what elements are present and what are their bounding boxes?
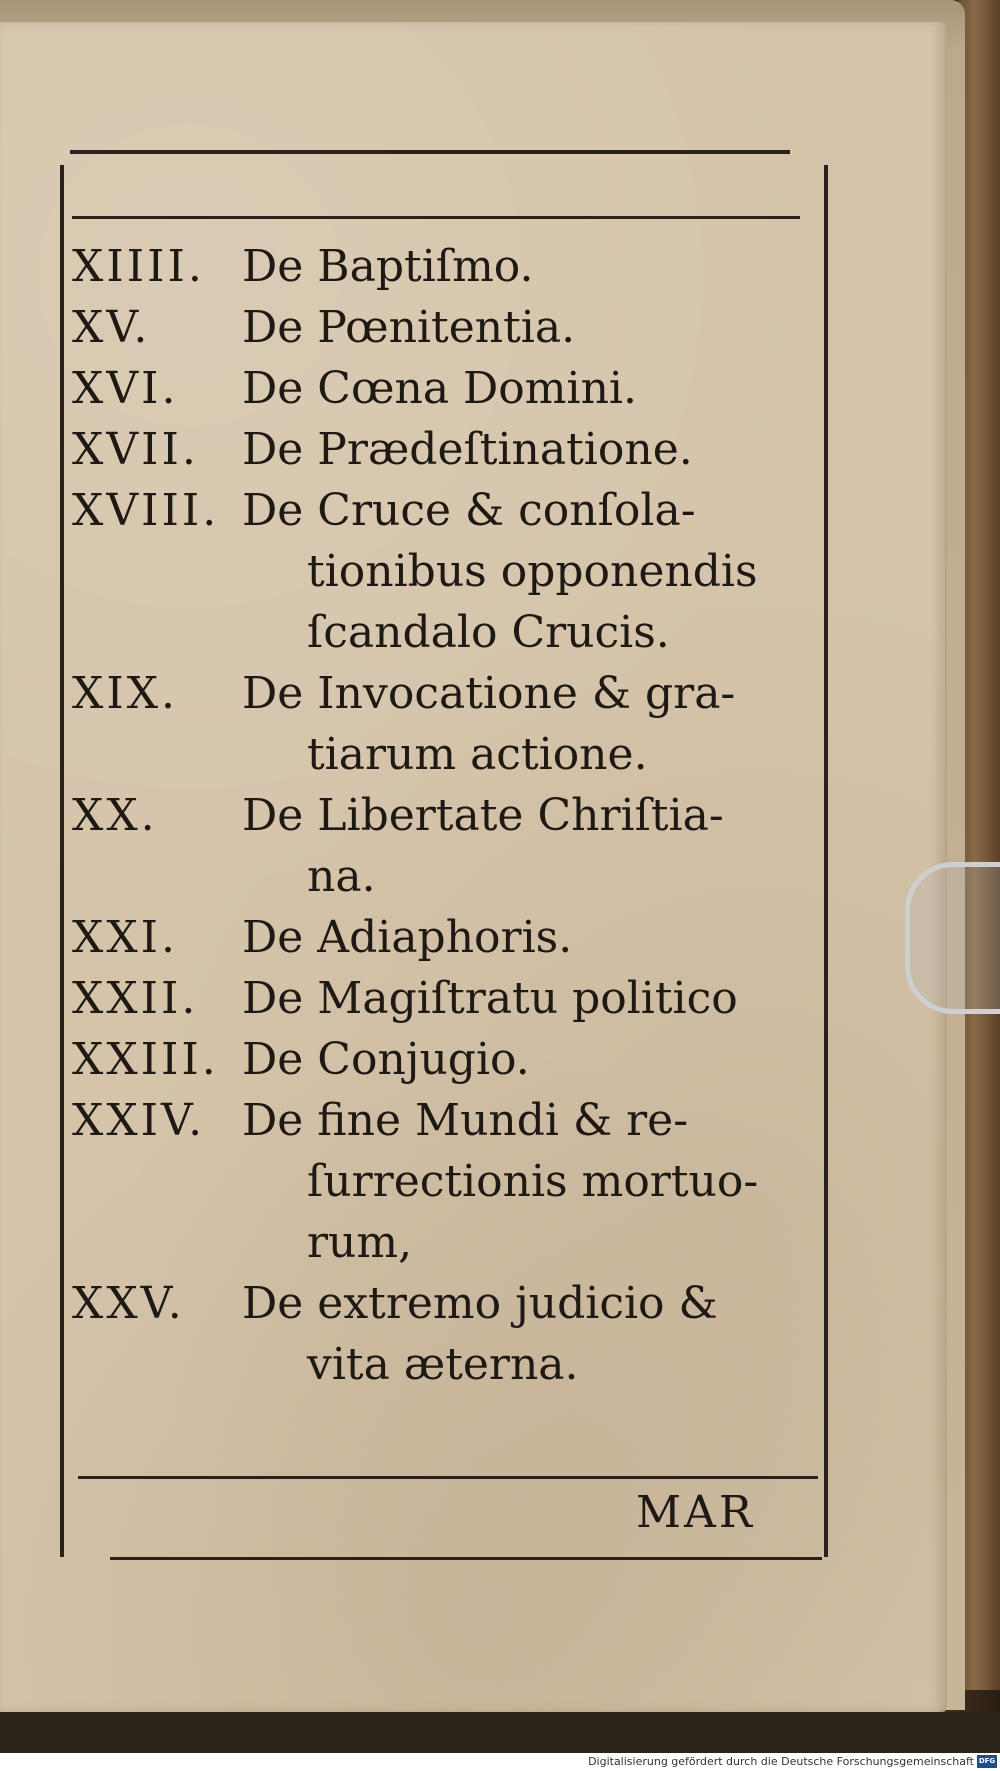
chapter-numeral: XXIII. bbox=[72, 1034, 219, 1085]
chapter-numeral: XXII. bbox=[72, 973, 199, 1024]
chapter-entry bbox=[72, 968, 812, 1029]
chapter-title: De Conjugio. bbox=[242, 1034, 530, 1085]
chapter-numeral: XVI. bbox=[72, 363, 179, 414]
chapter-entry bbox=[72, 785, 812, 907]
chapter-title-continuation: rum, bbox=[307, 1217, 413, 1268]
page-clip bbox=[905, 862, 1000, 1014]
chapter-title-continuation: ſurrectionis mortuo- bbox=[307, 1156, 759, 1207]
frame-rule-bottom bbox=[110, 1557, 822, 1560]
chapter-title: De Pœnitentia. bbox=[242, 302, 576, 353]
chapter-numeral: XXIV. bbox=[72, 1095, 206, 1146]
chapter-numeral: XVII. bbox=[72, 424, 199, 475]
chapter-title-continuation: na. bbox=[307, 851, 376, 902]
chapter-numeral: XX. bbox=[72, 790, 158, 841]
scan-bottom-edge bbox=[0, 1712, 1000, 1753]
chapter-numeral: XV. bbox=[72, 302, 151, 353]
chapter-title: De Cruce & conſola- bbox=[242, 485, 696, 536]
catchword: MAR bbox=[636, 1487, 755, 1538]
chapter-entry bbox=[72, 358, 812, 419]
chapter-entry bbox=[72, 297, 812, 358]
chapter-entry bbox=[72, 1090, 812, 1273]
chapter-entry bbox=[72, 480, 812, 663]
chapter-title: De Baptiſmo. bbox=[242, 241, 534, 292]
chapter-entry bbox=[72, 907, 812, 968]
chapter-entry bbox=[72, 663, 812, 785]
frame-rule-bottom-inner bbox=[78, 1476, 818, 1479]
chapter-title: De Prædeſtinatione. bbox=[242, 424, 693, 475]
chapter-entry bbox=[72, 419, 812, 480]
chapter-title: De Invocatione & gra- bbox=[242, 668, 736, 719]
chapter-title-continuation: tionibus opponendis bbox=[307, 546, 758, 597]
footer-credit: Digitalisierung gefördert durch die Deutsche Forschungsgemeinschaft bbox=[588, 1755, 974, 1768]
chapter-title: De Libertate Chriſtia- bbox=[242, 790, 724, 841]
chapter-title-continuation: tiarum actione. bbox=[307, 729, 648, 780]
chapter-title: De fine Mundi & re- bbox=[242, 1095, 689, 1146]
dfg-logo: DFG bbox=[977, 1755, 997, 1768]
chapter-title-continuation: ſcandalo Crucis. bbox=[307, 607, 670, 658]
chapter-numeral: XIX. bbox=[72, 668, 179, 719]
chapter-title-continuation: vita æterna. bbox=[307, 1339, 579, 1390]
chapter-entry bbox=[72, 1029, 812, 1090]
chapter-list bbox=[72, 236, 812, 1395]
chapter-title: De Magiſtratu politico bbox=[242, 973, 738, 1024]
chapter-entry bbox=[72, 236, 812, 297]
chapter-numeral: XXI. bbox=[72, 912, 179, 963]
chapter-title: De extremo judicio & bbox=[242, 1278, 718, 1329]
chapter-entry bbox=[72, 1273, 812, 1395]
frame-rule-top-inner bbox=[72, 216, 800, 219]
chapter-numeral: XVIII. bbox=[72, 485, 220, 536]
frame-rule-top bbox=[70, 150, 790, 154]
chapter-numeral: XXV. bbox=[72, 1278, 185, 1329]
chapter-title: De Adiaphoris. bbox=[242, 912, 573, 963]
chapter-title: De Cœna Domini. bbox=[242, 363, 637, 414]
chapter-numeral: XIIII. bbox=[72, 241, 205, 292]
